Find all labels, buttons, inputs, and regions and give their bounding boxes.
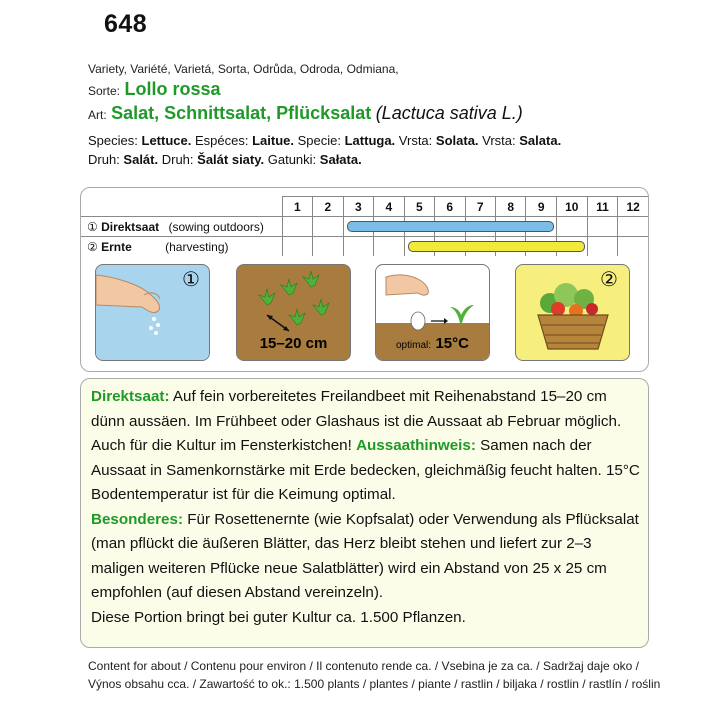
species-row	[88, 133, 561, 148]
aussaathinweis-text: Samen nach der Aussaat in Samenkornstärke mit Erde bedecken, gleichmäßig feucht halten. 15°C Bodentemperatur ist für die Keimung optimal.	[91, 437, 640, 503]
sowing-hand-tile	[95, 264, 210, 361]
species-label-1: Espéces:	[194, 133, 249, 148]
sowing-name: Direktsaat	[101, 219, 160, 234]
month-3: 3	[343, 197, 373, 217]
druh-label-1: Druh:	[161, 152, 194, 167]
druh-value-0: Salát.	[123, 152, 159, 167]
sorte-row	[88, 79, 221, 100]
month-6: 6	[435, 197, 465, 217]
content-footer-line-1: Content for about / Contenu pour environ / Il contenuto rende ca. / Vsebina je za ca. / Sadržaj daje oko /	[88, 659, 640, 673]
month-12: 12	[618, 197, 648, 217]
content-footer-line-2: Výnos obsahu cca. / Zawartość to ok.: 1.500 plants / plantes / piante / rastlin / biljaka / rostlin / rastlín / roślin	[88, 677, 661, 691]
temperature-label	[376, 335, 489, 353]
species-label-0: Species:	[88, 133, 138, 148]
art-label: Art:	[88, 108, 107, 122]
tile1-marker: ①	[182, 269, 200, 291]
aussaathinweis-heading: Aussaathinweis:	[356, 437, 476, 454]
month-8: 8	[496, 197, 526, 217]
month-5: 5	[404, 197, 434, 217]
harvest-note: (harvesting)	[165, 239, 229, 254]
temperature-value: 15°C	[435, 335, 469, 352]
instructions-text	[91, 385, 641, 630]
druh-value-1: Šalát siaty.	[197, 152, 265, 167]
art-row	[88, 103, 523, 124]
growing-instructions-box	[80, 378, 649, 648]
portion-text: Diese Portion bringt bei guter Kultur ca. 1.500 Pflanzen.	[91, 608, 466, 626]
species-value-2: Lattuga.	[344, 133, 396, 148]
month-7: 7	[465, 197, 495, 217]
month-2: 2	[313, 197, 343, 217]
species-value-0: Lettuce.	[141, 133, 192, 148]
germination-tile	[375, 264, 490, 361]
month-4: 4	[374, 197, 404, 217]
sowing-calendar-card	[80, 187, 649, 372]
variety-languages: Variety, Variété, Varietá, Sorta, Odrůda, Odroda, Odmiana,	[88, 62, 399, 76]
sowing-note: (sowing outdoors)	[168, 219, 264, 234]
species-label-3: Vrsta:	[398, 133, 433, 148]
species-label-4: Vrsta:	[482, 133, 516, 148]
species-label-2: Specie:	[297, 133, 341, 148]
sorte-label: Sorte:	[88, 84, 121, 98]
species-value-1: Laitue.	[252, 133, 294, 148]
harvest-period-bar	[408, 241, 585, 252]
month-9: 9	[526, 197, 556, 217]
besonderes-heading: Besonderes:	[91, 510, 184, 528]
species-value-4: Salata.	[519, 133, 562, 148]
month-11: 11	[587, 197, 618, 217]
druh-row	[88, 152, 362, 167]
besonderes-text: Für Rosettenernte (wie Kopfsalat) oder Verwendung als Pflücksalat (man pflückt die äußeren Blätter, das Herz bleibt stehen und liefert zur 2–3 maligen weiteren Pflücke neue Salatblätter) wird ein Abstand von 25 x 25 cm empfohlen (auf diesen Abstand vereinzeln).	[91, 510, 639, 601]
sowing-marker: ①	[87, 219, 98, 234]
harvest-marker: ②	[87, 239, 98, 254]
product-number: 648	[104, 10, 148, 38]
month-10: 10	[556, 197, 587, 217]
spacing-tile	[236, 264, 351, 361]
druh-value-2: Sałata.	[319, 152, 362, 167]
sorte-value: Lollo rossa	[124, 79, 221, 99]
direktsaat-text: Auf fein vorbereitetes Freilandbeet mit Reihenabstand 15–20 cm dünn aussäen. Im Frühbeet oder Glashaus ist die Aussaat ab Februar möglich. Auch für die Kultur im Fensterkistchen!	[91, 388, 622, 454]
calendar-header-row	[81, 197, 648, 217]
druh-label-0: Druh:	[88, 152, 120, 167]
temperature-small: optimal:	[396, 340, 432, 351]
direktsaat-heading: Direktsaat:	[91, 388, 170, 405]
harvest-tile	[515, 264, 630, 361]
harvest-name: Ernte	[101, 239, 132, 254]
spacing-label: 15–20 cm	[259, 335, 328, 352]
month-1: 1	[282, 197, 312, 217]
druh-label-2: Gatunki:	[267, 152, 317, 167]
art-latin: (Lactuca sativa L.)	[375, 103, 523, 123]
art-value: Salat, Schnittsalat, Pflücksalat	[111, 103, 372, 123]
species-value-3: Solata.	[435, 133, 479, 148]
tile4-marker: ②	[600, 269, 618, 291]
sowing-period-bar	[347, 221, 554, 232]
